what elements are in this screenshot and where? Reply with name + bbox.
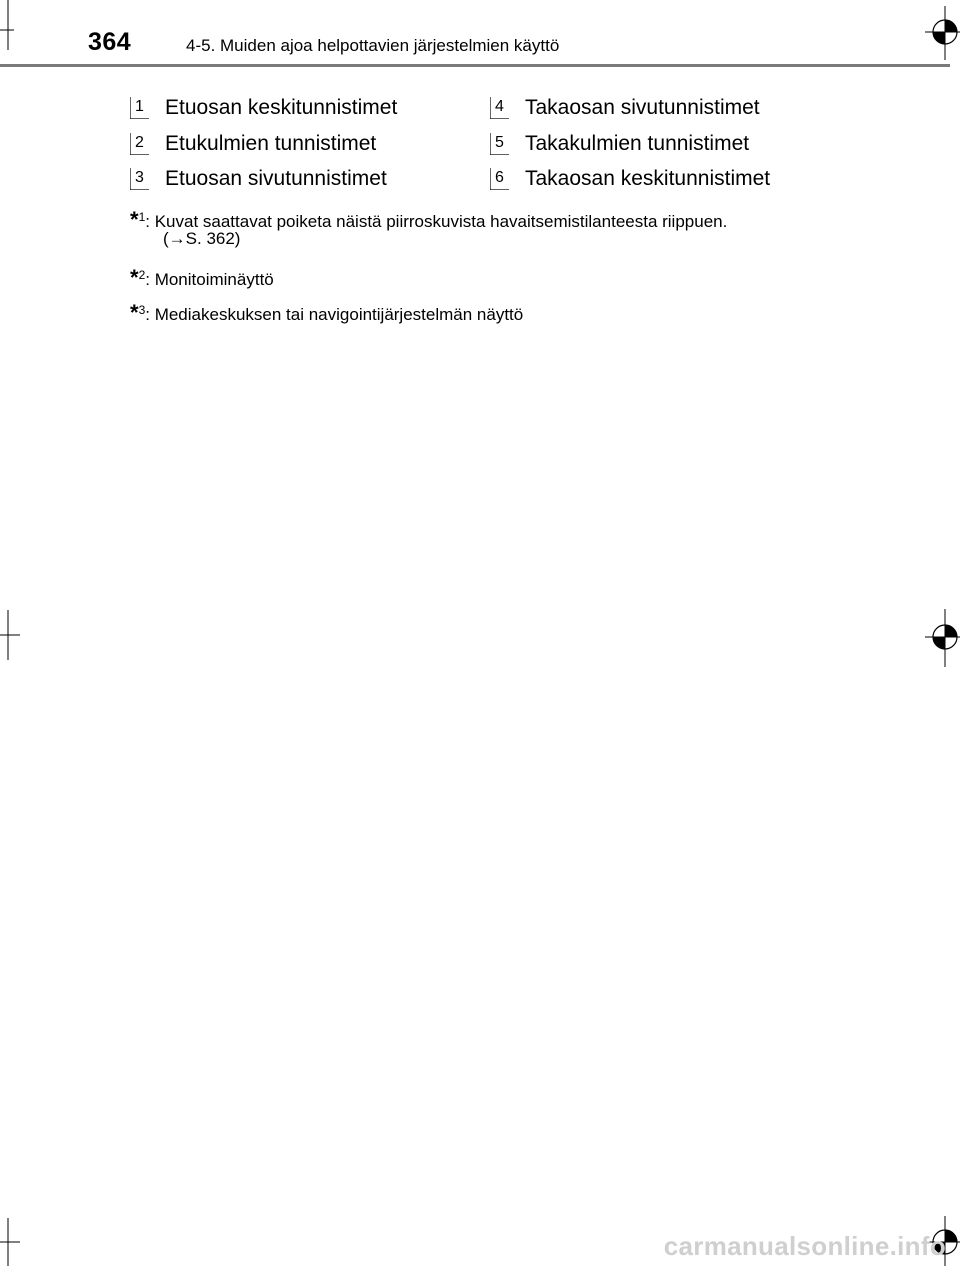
footnote-star: * (130, 265, 139, 290)
footnote-text: : Monitoiminäyttö (145, 270, 274, 289)
legend-label: Takaosan sivutunnistimet (525, 96, 760, 119)
section-title: 4-5. Muiden ajoa helpottavien järjestelmien käyttö (186, 36, 560, 55)
legend-item-3 (130, 166, 387, 192)
footnote-number: 1 (138, 210, 146, 224)
number-box-icon: 6 (490, 168, 509, 190)
legend-item-1 (130, 95, 397, 121)
legend-label: Takaosan keskitunnistimet (525, 167, 771, 190)
legend-item-2 (130, 131, 376, 157)
legend-label: Etuosan keskitunnistimet (165, 96, 398, 119)
crop-mark-bottom-left-icon (0, 1210, 30, 1266)
footnote-1 (130, 206, 728, 248)
crop-mark-top-left-icon (0, 0, 30, 60)
footnote-number: 3 (138, 303, 146, 317)
footnote-text: : Kuvat saattavat poiketa näistä piirroskuvista havaitsemistilanteesta riippuen. (145, 212, 728, 231)
registration-mark-mid-right-icon (925, 605, 960, 670)
crop-mark-mid-left-icon (0, 605, 30, 665)
footnote-star: * (130, 300, 139, 325)
number-box-icon: 4 (490, 97, 509, 119)
registration-mark-top-right-icon (925, 0, 960, 65)
number-box-icon: 1 (130, 97, 149, 119)
legend-item-4 (490, 95, 760, 121)
legend-item-5 (490, 131, 749, 157)
number-box-icon: 5 (490, 133, 509, 155)
footnote-star: * (130, 207, 139, 232)
footnote-text: : Mediakeskuksen tai navigointijärjestelmän näyttö (145, 305, 524, 324)
footnote-3 (130, 299, 523, 326)
legend-item-6 (490, 166, 770, 192)
legend-label: Etukulmien tunnistimet (165, 132, 377, 155)
number-box-icon: 3 (130, 168, 149, 190)
legend-label: Takakulmien tunnistimet (525, 132, 750, 155)
page-number: 364 (88, 28, 132, 56)
watermark: carmanualsonline.info (663, 1231, 946, 1261)
number-box-icon: 2 (130, 133, 149, 155)
header-rule (0, 64, 950, 67)
legend-label: Etuosan sivutunnistimet (165, 167, 387, 190)
footnote-2 (130, 264, 274, 291)
footnote-number: 2 (138, 268, 146, 282)
page-reference: (→S. 362) (163, 229, 241, 248)
